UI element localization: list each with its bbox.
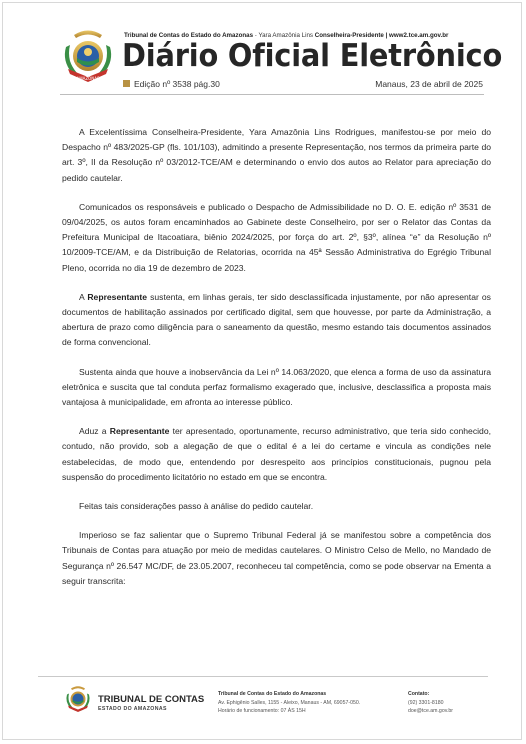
paragraph-5-emphasis: Representante [109,426,170,437]
edition-square-icon [123,80,130,87]
edition-date: Manaus, 23 de abril de 2025 [375,79,483,89]
top-separator: - [253,32,259,39]
paragraph-3-rest: sustenta, em linhas gerais, ter sido desclassificada injustamente, por não apresentar os documentos de habilitação assinados por certificado digital, sem que houvesse, por parte da Administração, a abertura de prazo como diligência para o saneamento da questão, mesmo estando tais documentos assinados de forma convencional. [62,291,491,348]
footer-contact [408,690,453,716]
paragraph-7: Imperioso se faz salientar que o Supremo Tribunal Federal já se manifestou sobre a competência dos Tribunais de Contas para atuação por meio de medidas cautelares. O Ministro Celso de Mello, no Mandado de Segurança nº 26.547 MC/DF, de 23.05.2007, reconheceu tal competência, como se pode observar na Ementa a seguir transcrita: [62,530,491,586]
footer-hours: Horário de funcionamento: 07 ÀS 15H [218,708,306,714]
document-body [62,125,491,603]
header [0,0,526,100]
header-divider [60,94,484,95]
paragraph-1: A Excelentíssima Conselheira-Presidente, Yara Amazônia Lins Rodrigues, manifestou-se por meio do Despacho nº 483/2025-GP (fls. 101/103), admitindo a presente Representação, nos termos da primeira parte do art. 3º, II da Resolução nº 03/2012-TCE/AM e determinando o envio dos autos ao Relator para apreciação do pedido cautelar. [62,127,491,183]
tce-crest-logo [60,25,116,83]
paragraph-3-start: A [79,291,88,302]
org-name: Tribunal de Contas do Estado do Amazonas [124,32,254,39]
paragraph-3-emphasis: Representante [87,291,148,302]
paragraph-3 [62,290,491,351]
paragraph-5 [62,424,491,485]
edition-number: Edição nº 3538 pág.30 [134,79,220,89]
footer-address [218,690,360,716]
paragraph-5-rest: ter apresentado, oportunamente, recurso administrativo, que teria sido conhecido, contudo, não provido, sob a alegação de que o edital é a lei do certame e vincula as condições nele estabelecidas, de modo que, entendendo por desrespeito aos princípios constitucionais, pugnou pela suspensão do procedimento licitatório no estado em que se encontra. [62,426,491,482]
paragraph-2: Comunicados os responsáveis e publicado o Despacho de Admissibilidade no D. O. E. edição nº 3531 de 09/04/2025, os autos foram encaminhados ao Gabinete deste Conselheiro, por ser o Relator das Contas da Prefeitura Municipal de Itacoatiara, biênio 2024/2025, por força do art. 2º, §3º, alínea “e” da Resolução nº 10/2009-TCE/AM, e da Distribuição de Relatorias, ocorrida na 45ª Sessão Administrativa do Egrégio Tribunal Pleno, ocorrida no dia 19 de dezembro de 2023. [62,201,491,273]
paragraph-4: Sustenta ainda que houve a inobservância da Lei nº 14.063/2020, que elenca a forma de uso da assinatura eletrônica e suscita que tal conduta perfaz formalismo exagerado que, inclusive, desclassifica a proposta mais vantajosa à municipalidade, em afronta ao interesse público. [62,366,491,408]
website-link[interactable]: | www2.tce.am.gov.br [383,32,449,39]
paragraph-5-start: Aduz a [79,426,110,437]
president-name: Yara Amazônia Lins [258,32,314,39]
footer-email[interactable]: doe@tce.am.gov.br [408,708,453,714]
footer-address-title: Tribunal de Contas do Estado do Amazonas [218,691,327,697]
publication-title: Diário Oficial Eletrônico [122,38,503,74]
footer-divider [38,676,488,677]
footer-crest-logo [64,683,92,713]
svg-text:AMAZONAS: AMAZONAS [76,76,100,81]
footer-phone[interactable]: (92) 3301-8180 [408,699,444,706]
paragraph-6: Feitas tais considerações passo à análise do pedido cautelar. [79,501,314,512]
footer-brand-subtitle: ESTADO DO AMAZONAS [98,706,167,712]
footer-contact-title: Contato: [408,691,430,697]
footer-brand: TRIBUNAL DE CONTAS [98,694,205,705]
president-role: Conselheira-Presidente [314,32,384,39]
footer-address-line: Av. Ephigênio Salles, 1155 - Aleixo, Manaus - AM, 69057-050. [218,699,361,706]
edition-row [123,79,483,89]
